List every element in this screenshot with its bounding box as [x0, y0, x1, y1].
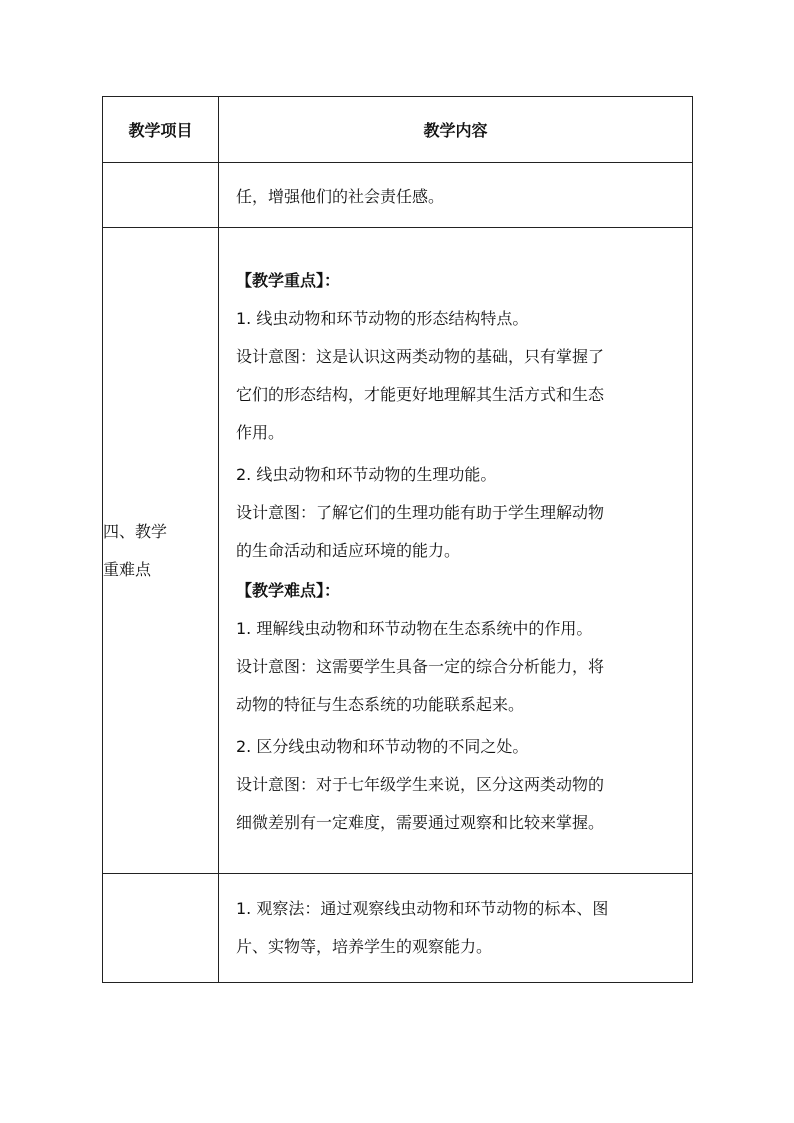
difficult-points-title: 【教学难点】： [236, 580, 341, 600]
table-header-row [103, 97, 693, 163]
item-label-line-2: 重难点 [103, 559, 152, 579]
methods-content [219, 874, 692, 982]
key-points-item-cell [103, 228, 219, 874]
key-point-1-intent-line-1: 设计意图：这是认识这两类动物的基础，只有掌握了 [236, 346, 605, 366]
method-1-line-2: 片、实物等，培养学生的观察能力。 [236, 937, 493, 956]
key-points-content [219, 244, 692, 858]
key-point-2-intent-line-1: 设计意图：了解它们的生理功能有助于学生理解动物 [236, 502, 605, 522]
key-point-1: 1. 线虫动物和环节动物的形态结构特点。 [236, 308, 529, 328]
difficult-point-2-intent-line-2: 细微差别有一定难度，需要通过观察和比较来掌握。 [236, 812, 605, 832]
difficult-point-2-intent-line-1: 设计意图：对于七年级学生来说，区分这两类动物的 [236, 774, 605, 794]
continuation-item-cell [103, 163, 219, 228]
teaching-methods-row [103, 874, 693, 983]
continuation-row [103, 163, 693, 228]
methods-item-cell [103, 874, 219, 983]
difficult-point-1-intent-line-1: 设计意图：这需要学生具备一定的综合分析能力，将 [236, 656, 605, 676]
difficult-point-2: 2. 区分线虫动物和环节动物的不同之处。 [236, 736, 529, 756]
continuation-content-cell: 任，增强他们的社会责任感。 [219, 163, 693, 228]
key-points-title: 【教学重点】： [236, 270, 341, 290]
key-point-2: 2. 线虫动物和环节动物的生理功能。 [236, 464, 497, 484]
method-1-line-1: 1. 观察法：通过观察线虫动物和环节动物的标本、图 [236, 899, 609, 918]
header-item-cell: 教学项目 [103, 97, 219, 163]
lesson-plan-table [102, 96, 693, 983]
key-point-1-intent-line-3: 作用。 [236, 422, 285, 442]
difficult-point-1: 1. 理解线虫动物和环节动物在生态系统中的作用。 [236, 618, 593, 638]
difficult-point-1-intent-line-2: 动物的特征与生态系统的功能联系起来。 [236, 694, 525, 714]
methods-content-cell [219, 874, 693, 983]
key-point-1-intent-line-2: 它们的形态结构，才能更好地理解其生活方式和生态 [236, 384, 605, 404]
key-point-2-intent-line-2: 的生命活动和适应环境的能力。 [236, 540, 461, 560]
item-label-line-1: 四、教学 [103, 521, 168, 541]
key-difficult-points-row [103, 228, 693, 874]
key-points-content-cell [219, 228, 693, 874]
header-content-cell: 教学内容 [219, 97, 693, 163]
